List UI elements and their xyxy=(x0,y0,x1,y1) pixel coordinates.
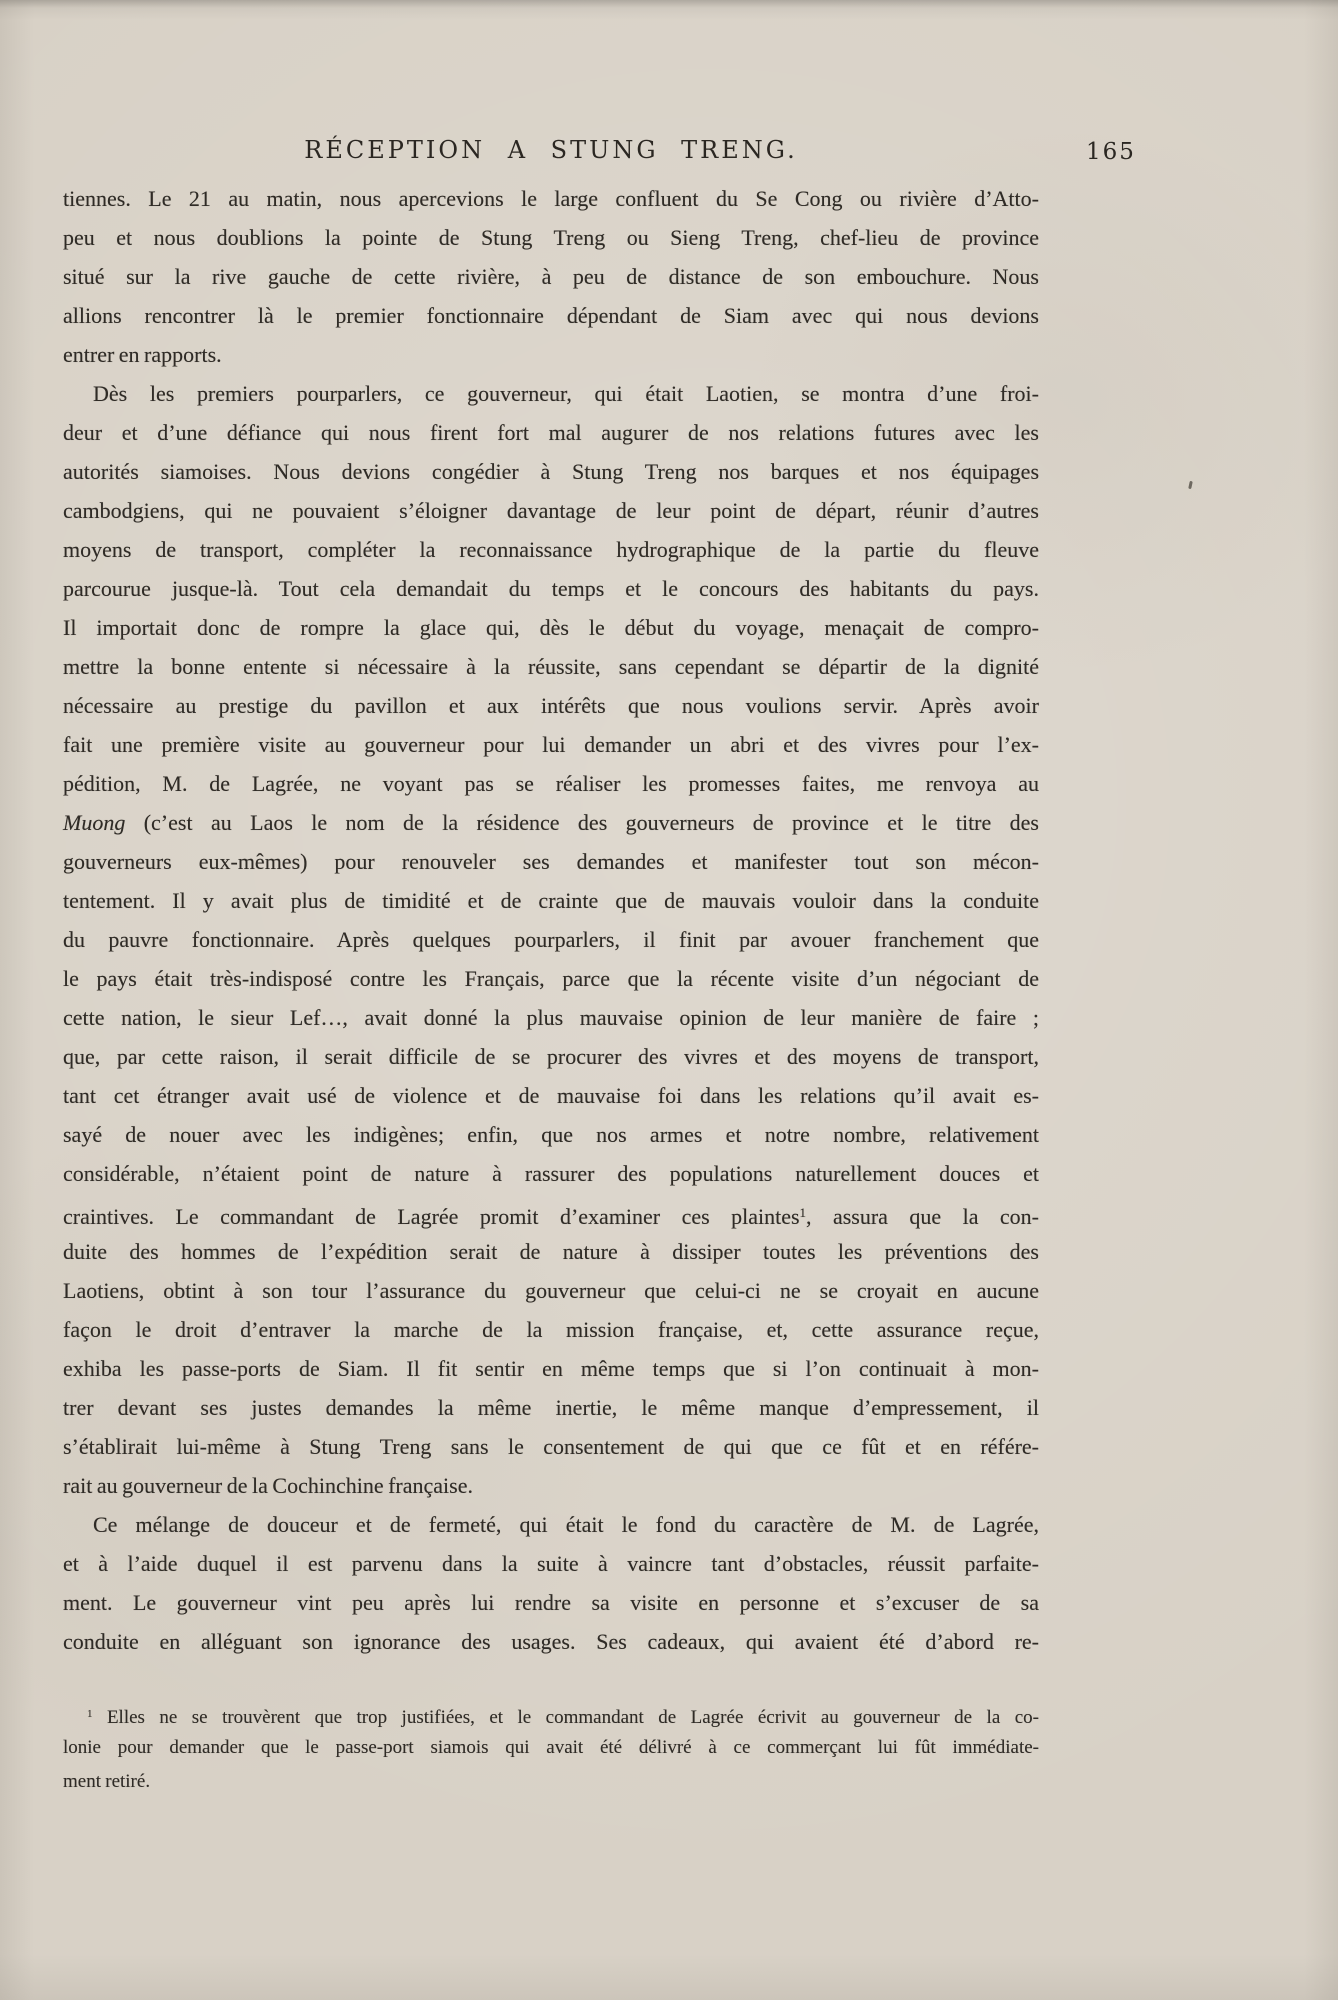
text-segment: ment. Le gouverneur vint peu après lui rendre sa visite en personne et s’excuser de sa xyxy=(63,1590,1039,1615)
text-segment: situé sur la rive gauche de cette rivière, à peu de distance de son embouchure. Nous xyxy=(63,264,1039,289)
footnote xyxy=(63,1697,1039,1799)
text-line xyxy=(63,1505,1039,1544)
text-segment: mettre la bonne entente si nécessaire à la réussite, sans cependant se départir de la dignité xyxy=(63,654,1039,679)
text-line xyxy=(63,764,1039,803)
text-line xyxy=(63,998,1039,1037)
text-line xyxy=(63,257,1039,296)
text-line xyxy=(63,530,1039,569)
text-line xyxy=(63,1427,1039,1466)
text-line xyxy=(63,1583,1039,1622)
text-segment: exhiba les passe-ports de Siam. Il fit sentir en même temps que si l’on continuait à mon- xyxy=(63,1356,1039,1381)
text-segment: autorités siamoises. Nous devions congédier à Stung Treng nos barques et nos équipages xyxy=(63,459,1039,484)
text-segment: considérable, n’étaient point de nature à rassurer des populations naturellement douces et xyxy=(63,1161,1039,1186)
text-segment: gouverneurs eux-mêmes) pour renouveler ses demandes et manifester tout son mécon- xyxy=(63,849,1039,874)
text-segment: lonie pour demander que le passe-port siamois qui avait été délivré à ce commerçant lui fût immédiate- xyxy=(63,1737,1039,1758)
text-segment: Il importait donc de rompre la glace qui, dès le début du voyage, menaçait de compro- xyxy=(63,615,1039,640)
text-line xyxy=(63,1731,1039,1765)
text-line xyxy=(63,218,1039,257)
text-segment: fait une première visite au gouverneur pour lui demander un abri et des vivres pour l’ex- xyxy=(63,732,1039,757)
text-segment: cambodgiens, qui ne pouvaient s’éloigner davantage de leur point de départ, réunir d’autres xyxy=(63,498,1039,523)
text-segment: s’établirait lui-même à Stung Treng sans le consentement de qui que ce fût et en référe- xyxy=(63,1434,1039,1459)
text-line xyxy=(63,1193,1039,1232)
text-segment: que, par cette raison, il serait difficile de se procurer des vivres et des moyens de transport, xyxy=(63,1044,1039,1069)
text-segment: Dès les premiers pourparlers, ce gouverneur, qui était Laotien, se montra d’une froi- xyxy=(93,381,1039,406)
text-line xyxy=(63,1349,1039,1388)
text-segment: parcourue jusque-là. Tout cela demandait du temps et le concours des habitants du pays. xyxy=(63,576,1039,601)
text-line xyxy=(63,1466,1039,1505)
text-line xyxy=(63,842,1039,881)
text-segment: cette nation, le sieur Lef…, avait donné la plus mauvaise opinion de leur manière de faire ; xyxy=(63,1005,1039,1030)
text-line xyxy=(63,725,1039,764)
text-line xyxy=(63,647,1039,686)
text-segment: peu et nous doublions la pointe de Stung Treng ou Sieng Treng, chef-lieu de province xyxy=(63,225,1039,250)
text-line xyxy=(63,452,1039,491)
ink-speck xyxy=(1188,481,1193,489)
text-segment: , assura que la con- xyxy=(806,1204,1039,1229)
text-line xyxy=(63,1232,1039,1271)
text-segment: trer devant ses justes demandes la même inertie, le même manque d’empressement, il xyxy=(63,1395,1039,1420)
text-line xyxy=(63,608,1039,647)
text-segment: sayé de nouer avec les indigènes; enfin, que nos armes et notre nombre, relativement xyxy=(63,1122,1039,1147)
text-line xyxy=(63,491,1039,530)
page-number: 165 xyxy=(1086,139,1136,165)
text-segment: et à l’aide duquel il est parvenu dans la suite à vaincre tant d’obstacles, réussit parfaite- xyxy=(63,1551,1039,1576)
text-segment: craintives. Le commandant de Lagrée promit d’examiner ces plaintes xyxy=(63,1204,800,1229)
text-line xyxy=(63,1076,1039,1115)
footnote-marker: 1 xyxy=(87,1708,93,1720)
text-line xyxy=(63,1388,1039,1427)
text-line xyxy=(63,374,1039,413)
text-line xyxy=(63,413,1039,452)
text-segment: ment retiré. xyxy=(63,1771,151,1792)
text-segment: tentement. Il y avait plus de timidité et de crainte que de mauvais vouloir dans la conduite xyxy=(63,888,1039,913)
text-line xyxy=(63,1622,1039,1661)
text-line xyxy=(63,1271,1039,1310)
text-segment: conduite en alléguant son ignorance des usages. Ses cadeaux, qui avaient été d’abord re- xyxy=(63,1629,1039,1654)
text-line xyxy=(63,179,1039,218)
text-segment: Laotiens, obtint à son tour l’assurance du gouverneur que celui-ci ne se croyait en aucune xyxy=(63,1278,1039,1303)
text-segment: Elles ne se trouvèrent que trop justifiées, et le commandant de Lagrée écrivit au gouverneur de la co- xyxy=(92,1707,1039,1728)
text-line xyxy=(63,803,1039,842)
text-segment: tiennes. Le 21 au matin, nous apercevions le large confluent du Se Cong ou rivière d’Atto- xyxy=(63,186,1039,211)
text-line xyxy=(63,335,1039,374)
text-line xyxy=(63,1697,1039,1731)
text-segment: duite des hommes de l’expédition serait de nature à dissiper toutes les préventions des xyxy=(63,1239,1039,1264)
text-segment: rait au gouverneur de la Cochinchine française. xyxy=(63,1473,473,1498)
text-segment: du pauvre fonctionnaire. Après quelques pourparlers, il finit par avouer franchement que xyxy=(63,927,1039,952)
text-line xyxy=(63,296,1039,335)
text-line xyxy=(63,1544,1039,1583)
text-line xyxy=(63,881,1039,920)
text-line xyxy=(63,1037,1039,1076)
running-header-title: RÉCEPTION A STUNG TRENG. xyxy=(304,136,798,164)
text-line xyxy=(63,686,1039,725)
text-line xyxy=(63,569,1039,608)
text-segment: moyens de transport, compléter la reconnaissance hydrographique de la partie du fleuve xyxy=(63,537,1039,562)
text-line xyxy=(63,1310,1039,1349)
text-segment: (c’est au Laos le nom de la résidence des gouverneurs de province et le titre des xyxy=(125,810,1039,835)
text-segment: façon le droit d’entraver la marche de la mission française, et, cette assurance reçue, xyxy=(63,1317,1039,1342)
text-segment: tant cet étranger avait usé de violence et de mauvaise foi dans les relations qu’il avait es- xyxy=(63,1083,1039,1108)
text-line xyxy=(63,920,1039,959)
text-segment: allions rencontrer là le premier fonctionnaire dépendant de Siam avec qui nous devions xyxy=(63,303,1039,328)
italic-text: Muong xyxy=(63,810,126,835)
text-segment: pédition, M. de Lagrée, ne voyant pas se réaliser les promesses faites, me renvoya au xyxy=(63,771,1039,796)
text-line xyxy=(63,1154,1039,1193)
text-segment: nécessaire au prestige du pavillon et aux intérêts que nous voulions servir. Après avoir xyxy=(63,693,1039,718)
text-line xyxy=(63,1115,1039,1154)
text-line xyxy=(63,1765,1039,1799)
text-segment: entrer en rapports. xyxy=(63,342,222,367)
footnote-marker: 1 xyxy=(799,1205,807,1220)
text-segment: Ce mélange de douceur et de fermeté, qui était le fond du caractère de M. de Lagrée, xyxy=(93,1512,1039,1537)
text-segment: le pays était très-indisposé contre les Français, parce que la récente visite d’un négociant de xyxy=(63,966,1039,991)
text-line xyxy=(63,959,1039,998)
text-segment: deur et d’une défiance qui nous firent fort mal augurer de nos relations futures avec les xyxy=(63,420,1039,445)
body-text xyxy=(63,179,1039,1661)
